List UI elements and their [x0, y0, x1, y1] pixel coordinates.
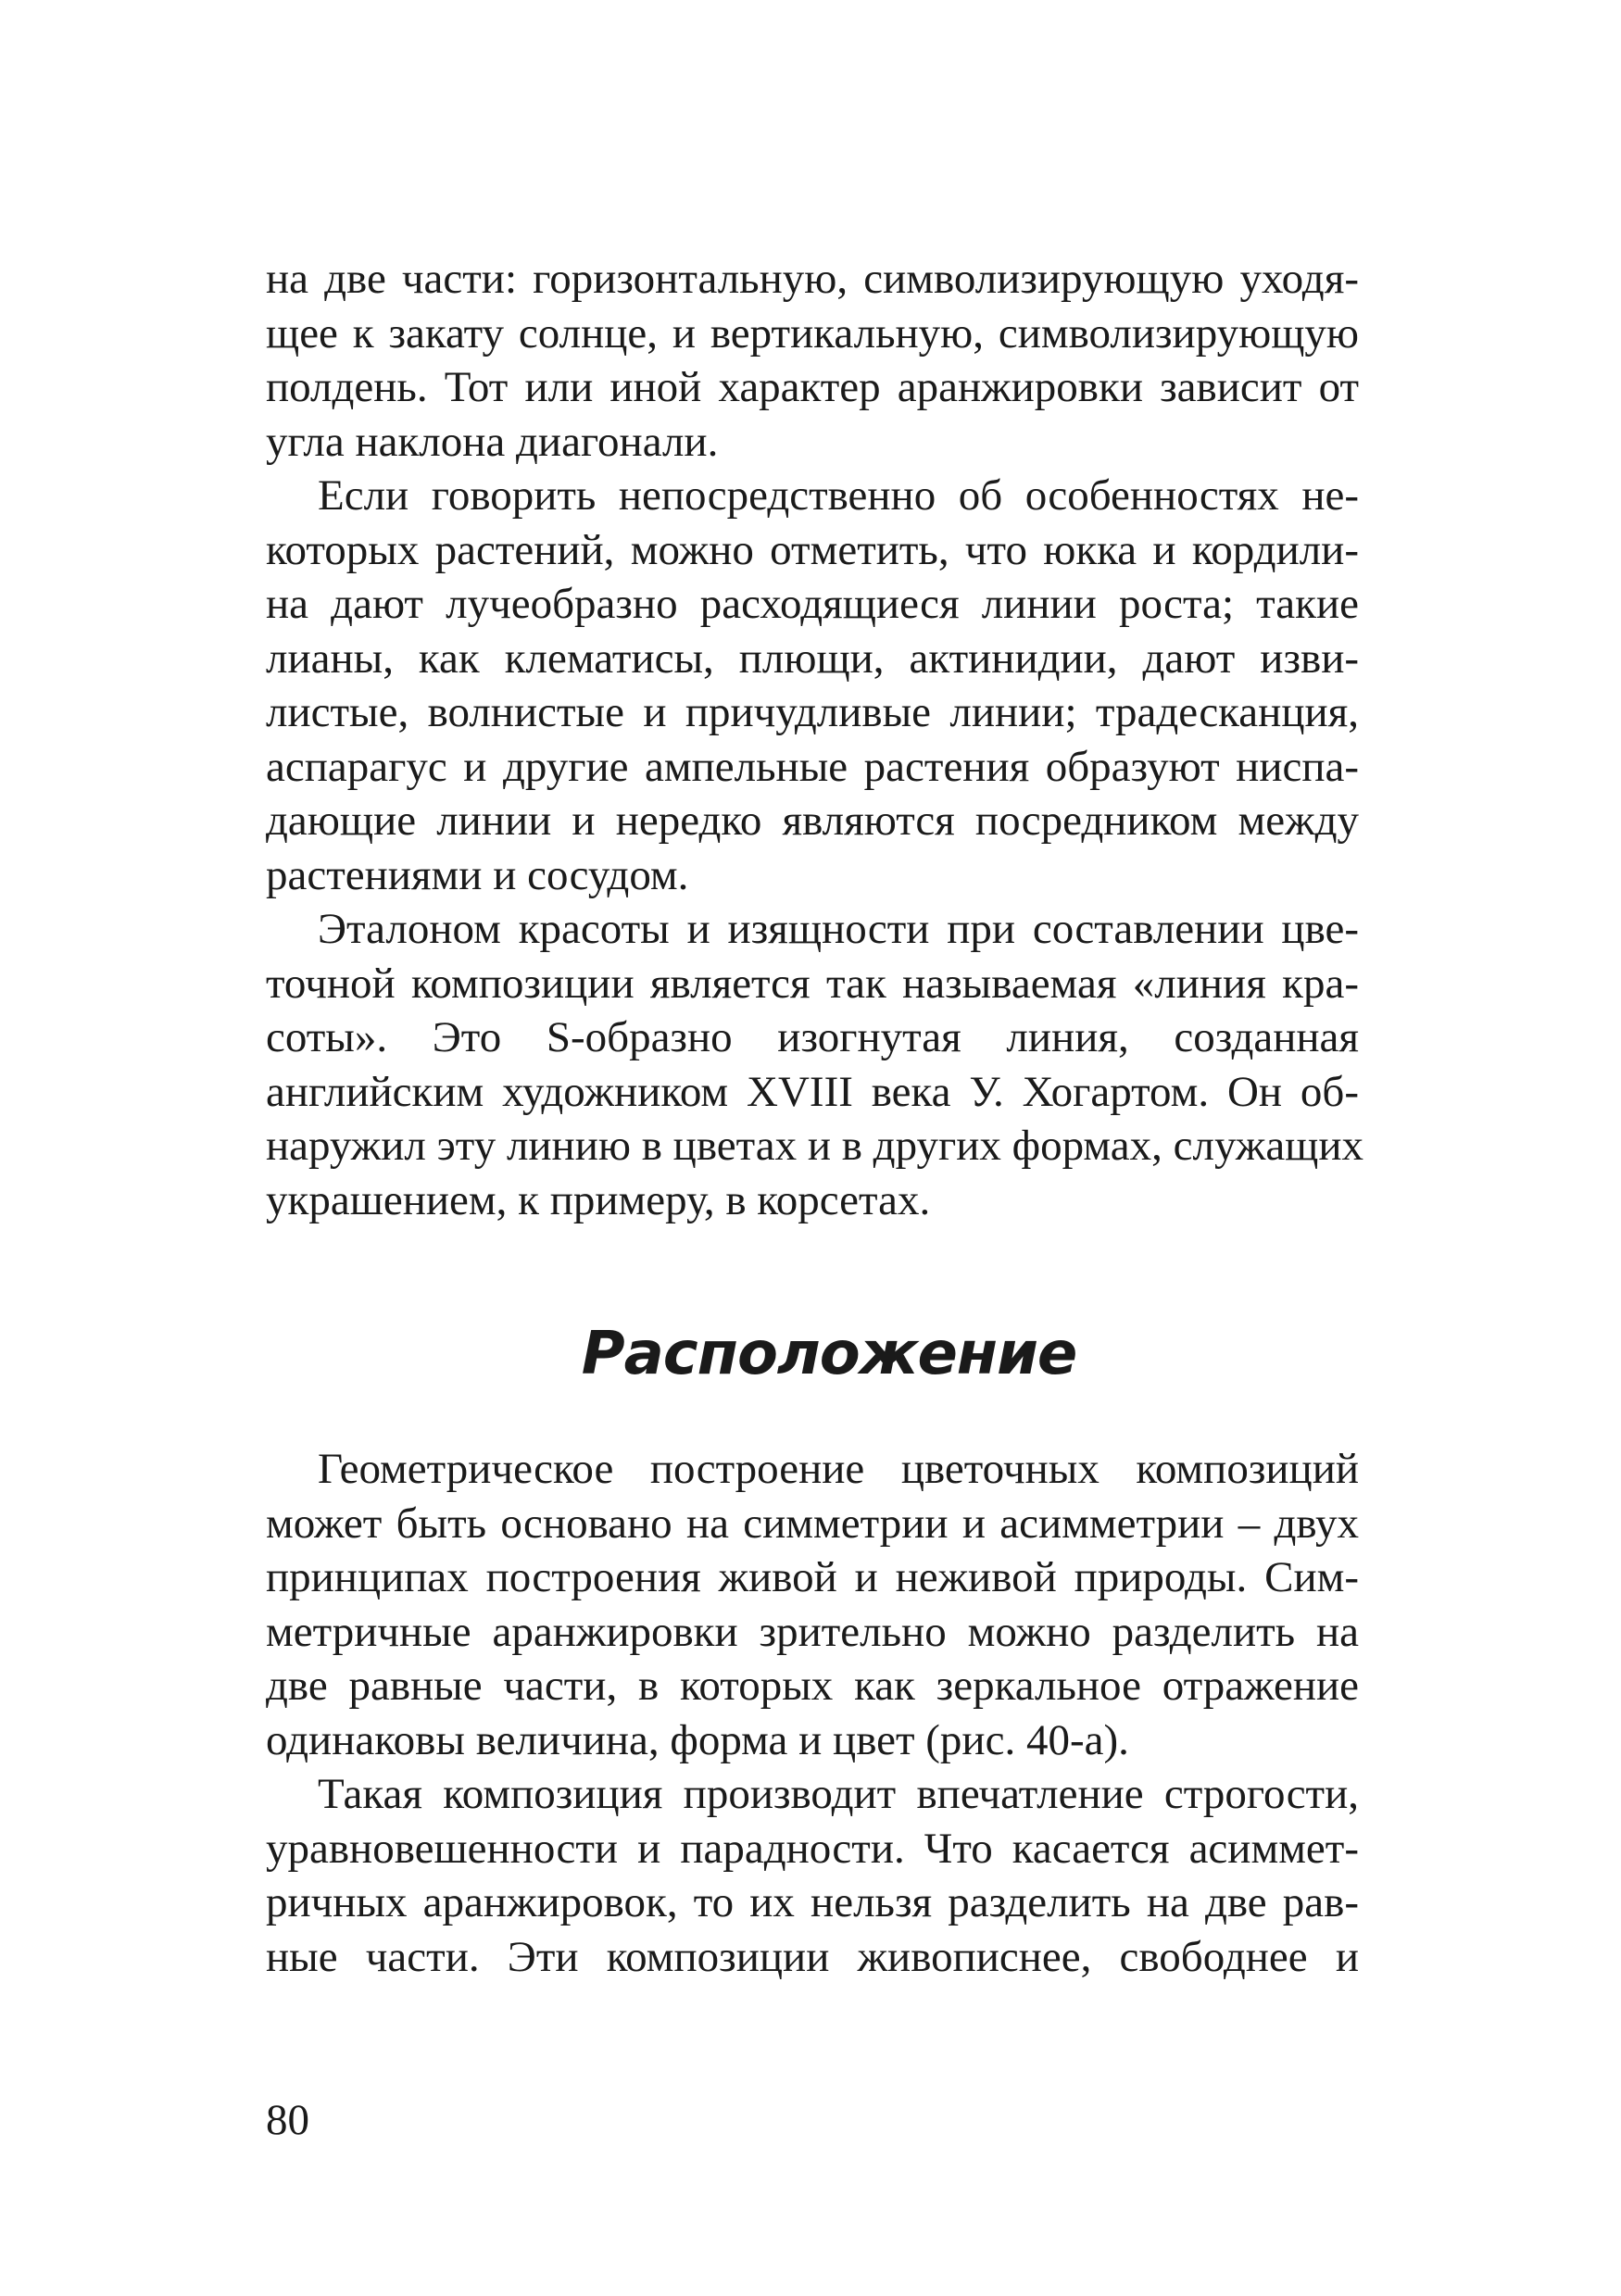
text-line: метричные аранжировки зрительно можно разделить на	[266, 1607, 1359, 1656]
text-line: растениями и сосудом.	[266, 850, 689, 899]
text-line: угла наклона диагонали.	[266, 417, 719, 466]
section-heading: Расположение	[581, 1320, 1077, 1388]
text-line: Геометрическое построение цветочных композиций	[318, 1445, 1359, 1493]
text-line: принципах построения живой и неживой природы. Сим-	[266, 1553, 1359, 1601]
text-line: точной композиции является так называемая «линия кра-	[266, 959, 1359, 1008]
text-line: Если говорить непосредственно об особенностях не-	[318, 471, 1359, 520]
text-line: дающие линии и нередко являются посредником между	[266, 797, 1359, 845]
text-line: наружил эту линию в цветах и в других формах, служащих	[266, 1122, 1364, 1170]
text-line: полдень. Тот или иной характер аранжировки зависит от	[266, 363, 1359, 411]
text-line: соты». Это S-образно изогнутая линия, созданная	[266, 1013, 1359, 1061]
text-line: на дают лучеобразно расходящиеся линии роста; такие	[266, 580, 1359, 628]
text-line: одинаковы величина, форма и цвет (рис. 40-а).	[266, 1715, 1129, 1764]
text-line: лианы, как клематисы, плющи, актинидии, дают изви-	[266, 634, 1359, 683]
text-line: две равные части, в которых как зеркальное отражение	[266, 1662, 1359, 1710]
text-line: уравновешенности и парадности. Что касается асиммет-	[266, 1824, 1359, 1873]
text-line: Такая композиция производит впечатление строгости,	[318, 1770, 1359, 1818]
text-line: может быть основано на симметрии и асимметрии – двух	[266, 1499, 1359, 1548]
text-line: щее к закату солнце, и вертикальную, символизирующую	[266, 308, 1359, 358]
text-line: ричных аранжировок, то их нельзя разделить на две рав-	[266, 1878, 1359, 1926]
text-line: английским художником XVIII века У. Хогартом. Он об-	[266, 1067, 1359, 1116]
page-number: 80	[266, 2096, 309, 2144]
text-line: которых растений, можно отметить, что юкка и кордили-	[266, 525, 1359, 574]
text-line: украшением, к примеру, в корсетах.	[266, 1175, 931, 1224]
body-text-upper	[266, 252, 1364, 1227]
text-line: на две части: горизонтальную, символизирующую уходя-	[266, 255, 1359, 303]
text-line: листые, волнистые и причудливые линии; традесканция,	[266, 688, 1359, 736]
text-line: аспарагус и другие ампельные растения образуют ниспа-	[266, 742, 1359, 791]
text-line: Эталоном красоты и изящности при составлении цве-	[318, 905, 1359, 953]
body-text-lower	[266, 1442, 1359, 1984]
text-line: ные части. Эти композиции живописнее, свободнее и	[266, 1932, 1359, 1981]
